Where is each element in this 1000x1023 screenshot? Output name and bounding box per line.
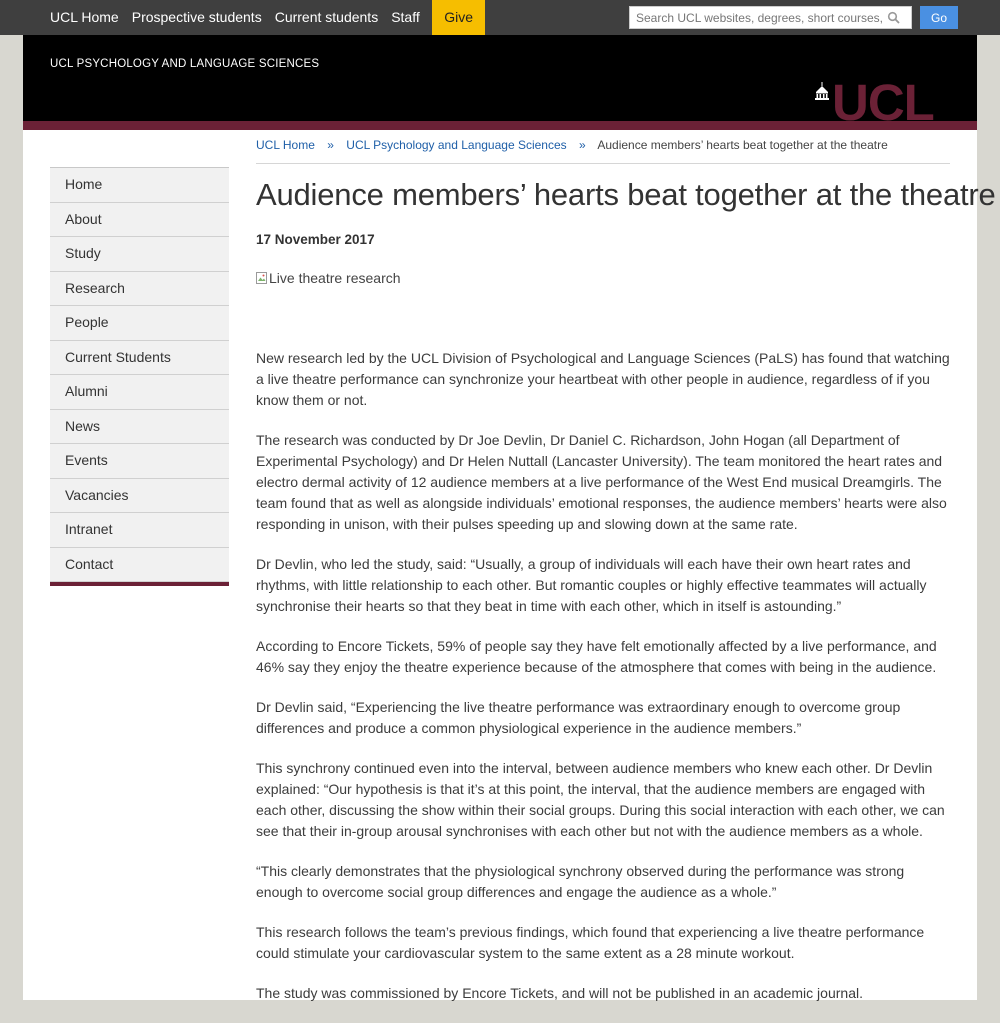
page-title: Audience members’ hearts beat together at the theatre [256,177,996,212]
article-paragraph: According to Encore Tickets, 59% of people say they have felt emotionally affected by a live performance, and 46% say they enjoy the theatre experience because of the atmosphere that comes with being in the audience. [256,638,937,675]
top-utility-bar [0,0,1000,35]
article-paragraph: Dr Devlin said, “Experiencing the live theatre performance was extraordinary enough to overcome group differences and produce a common physiological experience in the audience members.” [256,699,901,736]
top-nav [50,0,485,35]
article-paragraph: “This clearly demonstrates that the physiological synchrony observed during the performance was strong enough to overcome social group differences and engage the audience as a whole.” [256,863,905,900]
main-panel [23,130,996,1001]
sidebar-item-intranet[interactable]: Intranet [50,513,229,548]
sidebar-item-current-students[interactable]: Current Students [50,341,229,376]
breadcrumb-separator: » [327,138,334,152]
article-paragraph: This research follows the team’s previous findings, which found that experiencing a live theatre performance could stimulate your cardiovascular system to the same extent as a 28 minute workout. [256,924,925,961]
sidebar-item-contact[interactable]: Contact [50,548,229,583]
ucl-logo-text: UCL [832,79,934,121]
article-image [256,270,401,286]
article-image-alt-text: Live theatre research [269,270,401,286]
search-go-button[interactable]: Go [920,6,958,29]
ucl-logo[interactable] [813,79,955,121]
portico-icon [815,82,829,100]
broken-image-icon [256,271,268,285]
site-header [23,35,977,121]
sidebar-item-study[interactable]: Study [50,237,229,272]
article-paragraph: The research was conducted by Dr Joe Devlin, Dr Daniel C. Richardson, John Hogan (all Department of Experimental Psychology) and Dr Helen Nuttall (Lancaster University). The team monitored the heart rates and electro dermal activity of 12 audience members at a live performance of the West End musical Dreamgirls. The team found that as well as alongside individuals’ emotional responses, the audience members’ hearts were also responding in unison, with their pulses speeding up and slowing down at the same rate. [256,432,947,532]
article-paragraph: This synchrony continued even into the interval, between audience members who knew each other. Dr Devlin explained: “Our hypothesis is that it’s at this point, the interval, that the audience members are engaged with each other, discussing the show within their social groups. During this social interaction with each other, we can see that their in-group arousal synchronises with each other but not with the audience members as a whole. [256,760,945,839]
header-maroon-strip [23,121,977,130]
sidebar-item-news[interactable]: News [50,410,229,445]
topnav-current-students[interactable]: Current students [274,9,379,25]
sidebar-item-research[interactable]: Research [50,272,229,307]
sidebar-item-vacancies[interactable]: Vacancies [50,479,229,514]
article-paragraph: Dr Devlin, who led the study, said: “Usually, a group of individuals will each have their own heart rates and rhythms, with little relationship to each other. But romantic couples or highly effective teammates will actually synchronise their hearts so that they beat in time with each other, which in itself is astounding.” [256,556,927,614]
sidebar-nav [50,167,229,586]
search-input[interactable] [630,7,886,28]
breadcrumb [256,138,950,164]
search-box [629,6,912,29]
topnav-give[interactable]: Give [432,0,485,35]
sidebar-item-events[interactable]: Events [50,444,229,479]
topnav-prospective-students[interactable]: Prospective students [131,9,262,25]
sidebar-bottom-bar [50,582,229,586]
breadcrumb-ucl-home[interactable]: UCL Home [256,138,315,152]
sidebar-item-about[interactable]: About [50,203,229,238]
search-icon[interactable] [887,11,901,25]
topnav-staff[interactable]: Staff [391,9,420,25]
topnav-ucl-home[interactable]: UCL Home [50,9,119,25]
article-paragraph: The study was commissioned by Encore Tickets, and will not be published in an academic journal. [256,985,863,1001]
article-paragraph: New research led by the UCL Division of Psychological and Language Sciences (PaLS) has found that watching a live theatre performance can synchronize your heartbeat with other people in audience, regardless of if you know them or not. [256,350,950,408]
sidebar-item-home[interactable]: Home [50,168,229,203]
breadcrumb-separator: » [579,138,586,152]
article-date: 17 November 2017 [256,232,375,247]
breadcrumb-current: Audience members’ hearts beat together at the theatre [597,138,888,152]
article-body [256,348,950,1023]
breadcrumb-pals[interactable]: UCL Psychology and Language Sciences [346,138,567,152]
department-title[interactable]: UCL PSYCHOLOGY AND LANGUAGE SCIENCES [50,58,320,70]
sidebar-item-alumni[interactable]: Alumni [50,375,229,410]
sidebar-item-people[interactable]: People [50,306,229,341]
